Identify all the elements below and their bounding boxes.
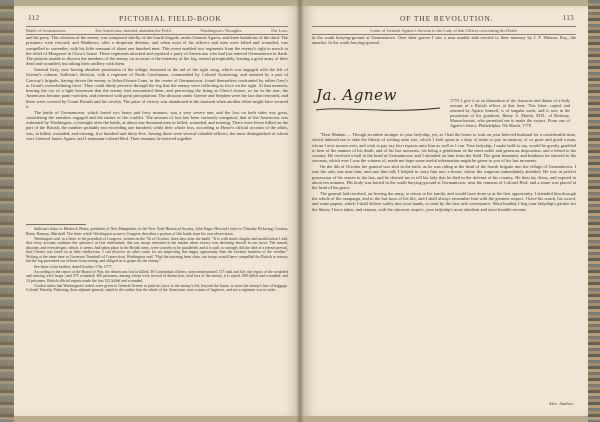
paragraph: in the south burying-ground at Germantown. Over their graves I saw a neat marble slab erected to their memory by J. F. Watson, Esq., the annalist. In the south burying-ground bbox=[312, 35, 576, 46]
letter-text bbox=[312, 132, 576, 213]
paragraph: "Dear Madam — Though an entire stranger to your ladyship, yet, as I had the honor to wait on your beloved husband for a considerable time, which induced me to take the liberty of writing unto you, which I look upon as a duty of mine to pay in memory of so great and good a man, whom I now mourn over, and wish to pay my last respects unto him as well as I can. Your ladyship, I make bold to say, would be greatly gratified to hear of the manner of his death, and of his last moments, his being a gentleman of the most noble and generous disposition, and a friend to his country. He received a ball in the head at Germantown, and I attended on him from the field. The great humanity and kindness he showed to his servants, which ever I was the witness of, made me hope some useful information might be given to you of his last moments. bbox=[312, 132, 576, 164]
letter-closing: Alex. Andrew. bbox=[548, 401, 574, 406]
left-page bbox=[14, 6, 301, 416]
right-page bbox=[300, 6, 588, 416]
footnotes bbox=[26, 227, 288, 294]
paragraph: and his party. This division of the enemy was composed chiefly of the fourth brigade, under General Agnew, and three battalions of the third. The prisoners were rescued; and Matthews, after a desperate defense, and when most of his officers and men were killed and wounded, was compelled to surrender, with his little remnant of about one hundred men. This event enabled two regiments from the enemy's right to march to the relief of Musgrave in Chew's house. These regiments attacked and repulsed a party of Americans who had just entered Germantown in flank. The patriots unable to discern the numbers of the enemy on account of the intensity of the fog, retired precipitately, leaving a great army of their dead and wounded, but taking their artillery with them. bbox=[26, 35, 288, 67]
footnote: Gordon states that Washington's orders were given to General Greene to push his force to the enemy's left, beyond the house, to seize the enemy's line of baggage. Colonel Timothy Pickering, then adjutant-general, stated to the author that the whole of the Americans were a mass of fugitives, and not a regiment was in order. bbox=[26, 283, 288, 293]
paragraph: The general had resolved, on leaving the army, to return to his family, and would have done so at the first opportunity. I attended him through the whole of the campaign, and to the last hour of his life, and I shall always remember him with the greatest respect. I have his watch, his sword, and some papers, which I shall deliver safely into your hands, or send by the first safe conveyance. Most humbly I beg your ladyship's pardon for the liberty I have taken, and remain, with the sincerest respect, your ladyship's most obedient and most humble servant. bbox=[312, 190, 576, 212]
book-fore-edge-right bbox=[588, 0, 600, 422]
subhead-item: The Loss. bbox=[270, 28, 288, 33]
facsimile-caption: 1778. I give it as an illustration of the character and duties of a body servant of a British officer at that time. This letter, copied and retained by Agnew himself, is of singular merit, and is now in the possession of his grandson, Henry A. Martin, M.D., of Roxbury, Massachusetts, who permitted me to make the extract. From one of Agnew's letters: Philadelphia, 9th March, 1778. bbox=[450, 98, 570, 128]
footnote: Sullivan's letter to Meshech Weare, president of New Hampshire; in the New York Historical Society; John Eager Howard's letter to Timothy Pickering; Gordon; Botta; Ramsay; Marshall. The letter which Washington wrote to Congress describes a portion of this battle from his own observation. bbox=[26, 227, 288, 236]
running-title: PICTORIAL FIELD-BOOK bbox=[119, 14, 222, 23]
page-number: 112 bbox=[28, 14, 40, 22]
subhead-item: Letter of General Agnew's Servant to the Lady of that Officer concerning his Death. bbox=[370, 28, 518, 33]
page-number: 113 bbox=[562, 14, 574, 22]
footnote: Washington said, in a letter to the president of Congress, written on the 7th of October, three days after the battle, "It is with much chagrin and mortification I add, that every account confirms the opinion I at first entertained, that our troops retreated at the instant when victory was declaring herself in our favor. The tumult, disorder, and even despair, which, it seems, had taken place in the British army, were scarcely to be paralleled; and it is said, so strongly did the idea of a retreat prevail, that Chester was fixed on as their rendezvous. I can discover no other cause for not improving this happy opportunity than the extreme haziness of the weather." Writing at the same time to Governor Trumbull of Connecticut, Washington said, "Had the morning been clear, our troops would have compelled the British to retreat; but the fog prevented our officers from seeing, and obliged us to grope for the enemy." bbox=[26, 236, 288, 264]
footnote: According to the report of the Board of War, the Americans lost in killed, 30 Continental officers; noncommissioned, 117 rank and file; the report of the wounded and missing were larger; and 379 wounded; 400 prisoners, among whom were several of distinction; total loss of the enemy, it is stated, 600 killed and wounded; and 14 prisoners. British official reports made the loss 521 killed and wounded. bbox=[26, 269, 288, 283]
signature-flourish bbox=[314, 104, 442, 114]
subhead-item: Washington's Thoughts. bbox=[200, 28, 243, 33]
running-title: OF THE REVOLUTION. bbox=[400, 14, 494, 23]
page-subheads bbox=[26, 26, 288, 35]
paragraph: On the 4th of October the general was shot in the back, as he was riding at the head of the fourth brigade into the village of Germantown. I was the only one near him, and saw him fall; I helped to carry him into a house, where the surgeons immediately attended. He was in perfect possession of his senses to the last, and he desired me to tell his lady that he died in the defense of his country. He then lay down, and expired in about ten minutes. His body was buried in the south burying-ground at Germantown, near the remains of Colonel Bird, and a stone was placed at the head of his grave. bbox=[312, 164, 576, 191]
subhead-item: The Americans, dazzled, abandon the Field. bbox=[94, 28, 172, 33]
paragraph: The battle of Germantown, which lasted two hours and forty minutes, was a very severe one, and the loss on both sides was great, considering the numbers engaged and the nature of the conflict. The amount of loss has been variously computed; that of the Americans was estimated by Washington, a fortnight after the battle, at about one thousand men in killed, wounded, and missing. There were fewer killed on the part of the British, the number probably not exceeding one hundred; while their whole loss, according to Howe's official account of the affair, was, in killed, wounded, and missing, five hundred and thirty-five. Among those were several valuable officers, the most distinguished of whom were General James Agnew and Lieutenant-colonel Bird. Their remains lie interred together. bbox=[26, 109, 288, 141]
page-subhead bbox=[312, 26, 576, 35]
subhead-item: Battle of Germantown. bbox=[26, 28, 67, 33]
book-gutter bbox=[296, 0, 304, 422]
main-text bbox=[26, 35, 288, 142]
book-fore-edge-left bbox=[0, 0, 14, 422]
footnote: See letter to his brother, dated October 17th, 1777. bbox=[34, 264, 113, 269]
paragraph: General Grey, now having absolute possession of the village, hastened to the aid of the right wing, which was engaged with the left of Greene's column. Sullivan's division, with a regiment of North Carolinians, commanded by Colonel Armstrong, and assisted by a part of Conway's brigade, having driven the enemy to School-house Lane, in the center of Germantown, found themselves confronted by either Grey's or Grant's overwhelming force. They could dimly perceive through the fog that the enemy were collecting in force on the right. At that moment, hearing the cry of a light horseman that the enemy had surrounded them, and perceiving the firing at Chew's house, so far in the rear, the Americans became panic-stricken, and retreated with great precipitation. The division under Greene and Stephen were the last that retreated, and these were covered by Count Pulaski and his cavalry. The prize of victory was abandoned at the moment when another effort might have secured it. bbox=[26, 67, 288, 109]
signature-facsimile: Ja. Agnew bbox=[316, 86, 397, 104]
intro-text bbox=[312, 35, 576, 46]
footnote-rule bbox=[26, 224, 86, 225]
